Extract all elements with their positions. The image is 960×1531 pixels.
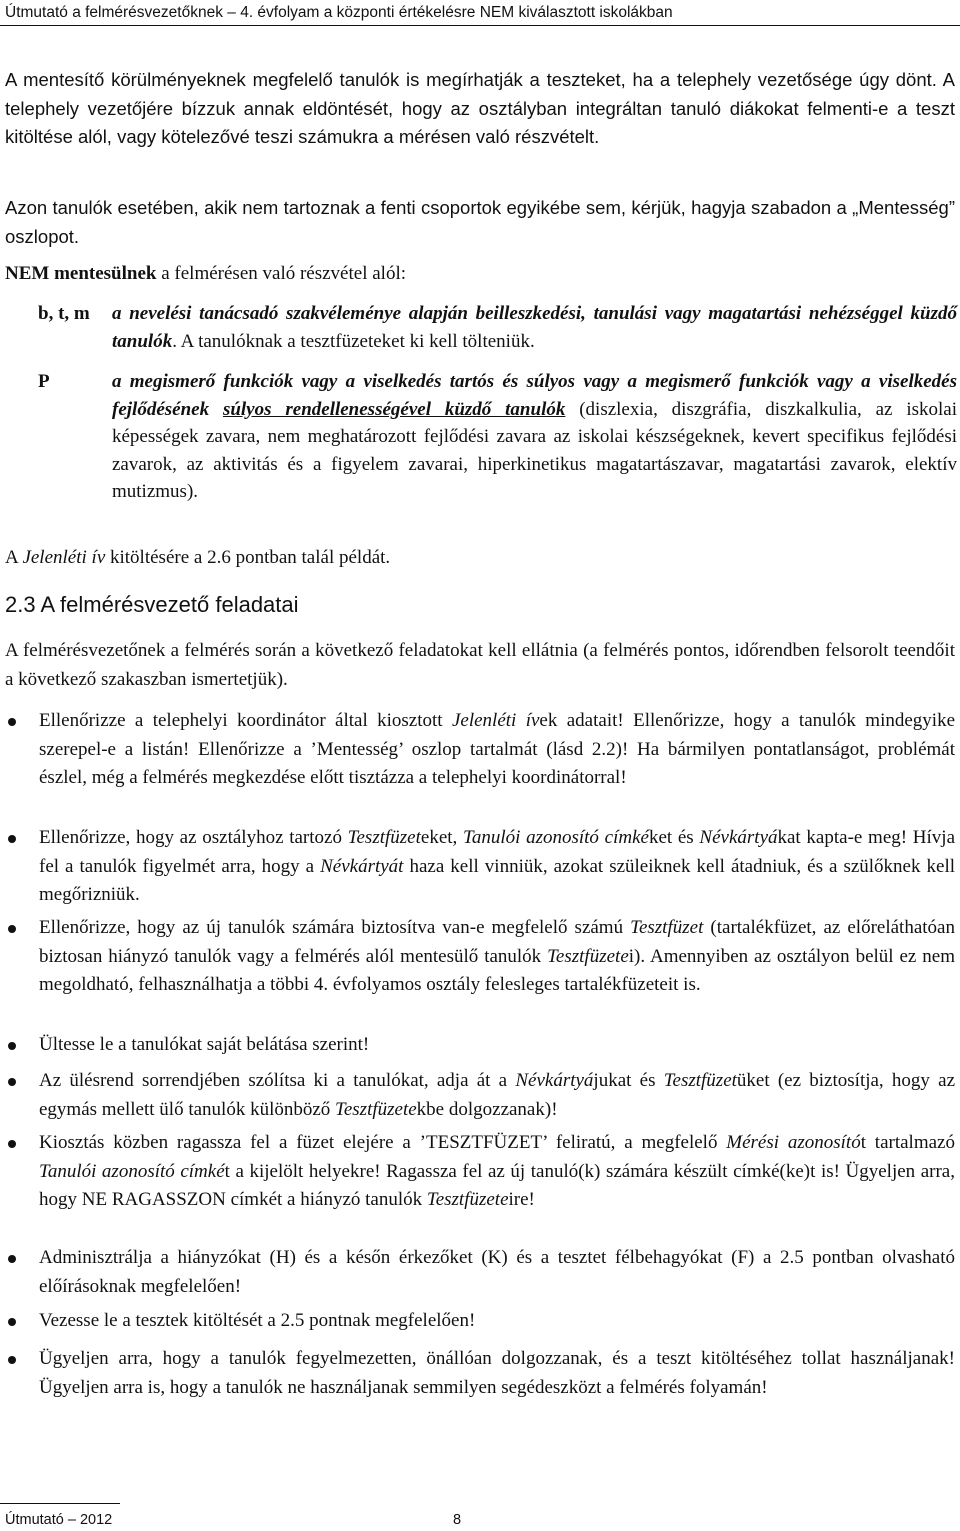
- list-item-text: [39, 1244, 955, 1301]
- bullet-icon: [8, 1078, 16, 1086]
- list-item-text: [39, 1307, 955, 1336]
- list-item-text: [39, 1345, 955, 1402]
- italic-term: Jelenléti ív: [451, 710, 540, 731]
- text-run: Ellenőrizze a telephelyi koordinátor által kiosztott: [39, 710, 452, 731]
- page-number: 8: [453, 1512, 462, 1528]
- intro-paragraph-1: A mentesítő körülményeknek megfelelő tanulók is megírhatják a teszteket, ha a telephely vezetősége úgy dönt. A telephely vezetőjére bízzuk annak eldöntését, hogy az osztályban integráltan tanuló diákokat felmenti-e a teszt kitöltése alól, vagy kötelezővé teszi számukra a mérésen való részvételt.: [5, 69, 955, 147]
- bullet-icon: [8, 1255, 16, 1263]
- intro-paragraph-2: Azon tanulók esetében, akik nem tartoznak a fenti csoportok egyikébe sem, kérjük, hagyja szabadon a „Mentesség” oszlopot.: [5, 197, 955, 247]
- italic-term: Tanulói azonosító címké: [39, 1160, 225, 1182]
- intro-paragraph-3: [5, 260, 955, 289]
- list-item-text: [39, 824, 955, 910]
- bullet-icon: [8, 925, 16, 933]
- text-run: Ügyeljen arra, hogy a tanulók fegyelmezetten, önállóan dolgozzanak, és a teszt kitöltéséhez tollat használjanak! Ügyeljen arra is, hogy a tanulók ne használjanak semmilyen segédeszközt a felmérés folyamán!: [39, 1348, 955, 1398]
- page-header: [0, 0, 960, 26]
- bullet-icon: [8, 1140, 16, 1148]
- list-item-text: [39, 914, 955, 1000]
- definition-emphasis: a megismerő funkciók vagy a viselkedés tartós és súlyos vagy a megismerő funkciók vagy a viselkedés fejlődésének: [112, 371, 957, 420]
- jelenleti-note-a: A: [5, 547, 23, 568]
- text-run: ire!: [508, 1189, 535, 1210]
- definition-text: [112, 300, 957, 355]
- footer-title: Útmutató – 2012: [5, 1512, 113, 1528]
- text-run: haza kell vinniük, azokat szüleiknek kell átadniuk, és a szülőknek kell megőrizniük.: [39, 855, 955, 905]
- footer-rule: [0, 1503, 120, 1504]
- text-run: ek adatait! Ellenőrizze, hogy a tanulók mindegyike szerepel-e a listán! Ellenőrizze a ’Mentesség’ oszlop tartalmát (lásd 2.2)! Ha bármilyen pontatlanságot, problémát észlel, még a felmérés megkezdése előtt tisztázza a telephelyi koordinátorral!: [39, 710, 956, 788]
- list-item-text: [39, 1067, 955, 1124]
- italic-term: Tesztfüzete: [547, 945, 629, 967]
- text-run: Az ülésrend sorrendjében szólítsa ki a tanulókat, adja át a: [39, 1070, 516, 1091]
- text-run: Vezesse le a tesztek kitöltését a 2.5 pontnak megfelelően!: [39, 1310, 476, 1331]
- italic-term: Tesztfüzete: [426, 1189, 509, 1210]
- italic-term: Tesztfüzet: [347, 827, 421, 848]
- definition-rest: . A tanulóknak a tesztfüzeteket ki kell tölteniük.: [172, 330, 535, 352]
- italic-term: Névkártyát: [320, 855, 404, 877]
- text-run: ket és: [648, 827, 700, 848]
- definition-emphasis: a nevelési tanácsadó szakvéleménye alapján beilleszkedési, tanulási vagy magatartási nehézséggel küzdő tanulók: [112, 303, 957, 352]
- text-run: Ültesse le a tanulókat saját belátása szerint!: [39, 1034, 370, 1055]
- bullet-icon: [8, 718, 16, 726]
- text-run: üket (ez biztosítja, hogy az egymás mellett ülő tanulók különböző: [39, 1070, 955, 1120]
- definition-rest: (diszlexia, diszgráfia, diszkalkulia, az iskolai képességek zavara, nem meghatározott fejlődési zavara az iskolai készségeknek, kevert specifikus fejlődési zavarok, az aktivitás és a figyelem zavarai, hiperkinetikus magatartászavar, magatartási zavarok, elektív mutizmus).: [112, 398, 957, 502]
- text-run: kbe dolgozzanak)!: [416, 1098, 558, 1120]
- bullet-icon: [8, 835, 16, 843]
- italic-term: Névkártyá: [699, 827, 778, 848]
- text-run: t a kijelölt helyekre! Ragassza fel az új tanuló(k) számára készült címké(ke)t is! Ügyeljen arra, hogy NE RAGASSZON címkét a hiányzó tanulók: [39, 1160, 955, 1210]
- list-item-text: [39, 1129, 955, 1215]
- jelenleti-note-italic: Jelenléti ív: [22, 547, 106, 568]
- italic-term: Tanulói azonosító címké: [463, 827, 649, 848]
- text-run: Adminisztrálja a hiányzókat (H) és a későn érkezőket (K) és a tesztet félbehagyókat (F) a 2.5 pontban olvasható előírásoknak megfelelően!: [39, 1247, 955, 1297]
- list-item-text: [39, 1031, 955, 1060]
- section-heading: 2.3 A felmérésvezető feladatai: [5, 592, 299, 617]
- italic-term: Tesztfüzete: [335, 1098, 417, 1120]
- section-intro: A felmérésvezetőnek a felmérés során a következő feladatokat kell ellátnia (a felmérés pontos, időrendben felsorolt teendőit a következő szakaszban ismertetjük).: [5, 640, 955, 690]
- text-run: Ellenőrizze, hogy az osztályhoz tartozó: [39, 827, 348, 848]
- text-run: Ellenőrizze, hogy az új tanulók számára biztosítva van-e megfelelő számú: [39, 917, 631, 938]
- italic-term: Tesztfüzet: [663, 1070, 737, 1091]
- italic-term: Névkártyá: [515, 1070, 594, 1091]
- not-exempt-rest: a felmérésen való részvétel alól:: [156, 263, 406, 284]
- jelenleti-note-b: kitöltésére a 2.6 pontban talál példát.: [105, 547, 391, 568]
- text-run: eket,: [420, 827, 463, 848]
- header-title: Útmutató a felmérésvezetőknek – 4. évfolyam a központi értékelésre NEM kiválasztott iskolákban: [5, 4, 673, 21]
- text-run: jukat és: [593, 1070, 664, 1091]
- text-run: i). Amennyiben az osztályon belül ez nem megoldható, felhasználhatja a többi 4. évfolyamos osztály felesleges tartalékfüzeteit is.: [39, 945, 955, 995]
- definition-emphasis-underlined: súlyos rendellenességével küzdő tanulók: [222, 398, 566, 420]
- bullet-icon: [8, 1318, 16, 1326]
- list-item-text: [39, 707, 955, 793]
- text-run: Kiosztás közben ragassza fel a füzet elejére a ’TESZTFÜZET’ feliratú, a megfelelő: [39, 1132, 727, 1153]
- italic-term: Mérési azonosító: [726, 1132, 861, 1153]
- text-run: kat kapta-e meg! Hívja fel a tanulók figyelmét arra, hogy a: [39, 827, 955, 877]
- not-exempt-label: NEM mentesülnek: [5, 263, 157, 284]
- bullet-icon: [8, 1042, 16, 1050]
- definition-code: P: [38, 371, 50, 392]
- text-run: (tartalékfüzet, az előreláthatóan biztosan hiányzó tanulók vagy a felmérés alól mentesülő tanulók: [39, 917, 955, 967]
- definition-code: b, t, m: [38, 303, 90, 324]
- jelenleti-note: [5, 544, 955, 573]
- italic-term: Tesztfüzet: [630, 917, 704, 938]
- bullet-icon: [8, 1356, 16, 1364]
- text-run: t tartalmazó: [860, 1132, 955, 1153]
- definition-text: [112, 368, 957, 506]
